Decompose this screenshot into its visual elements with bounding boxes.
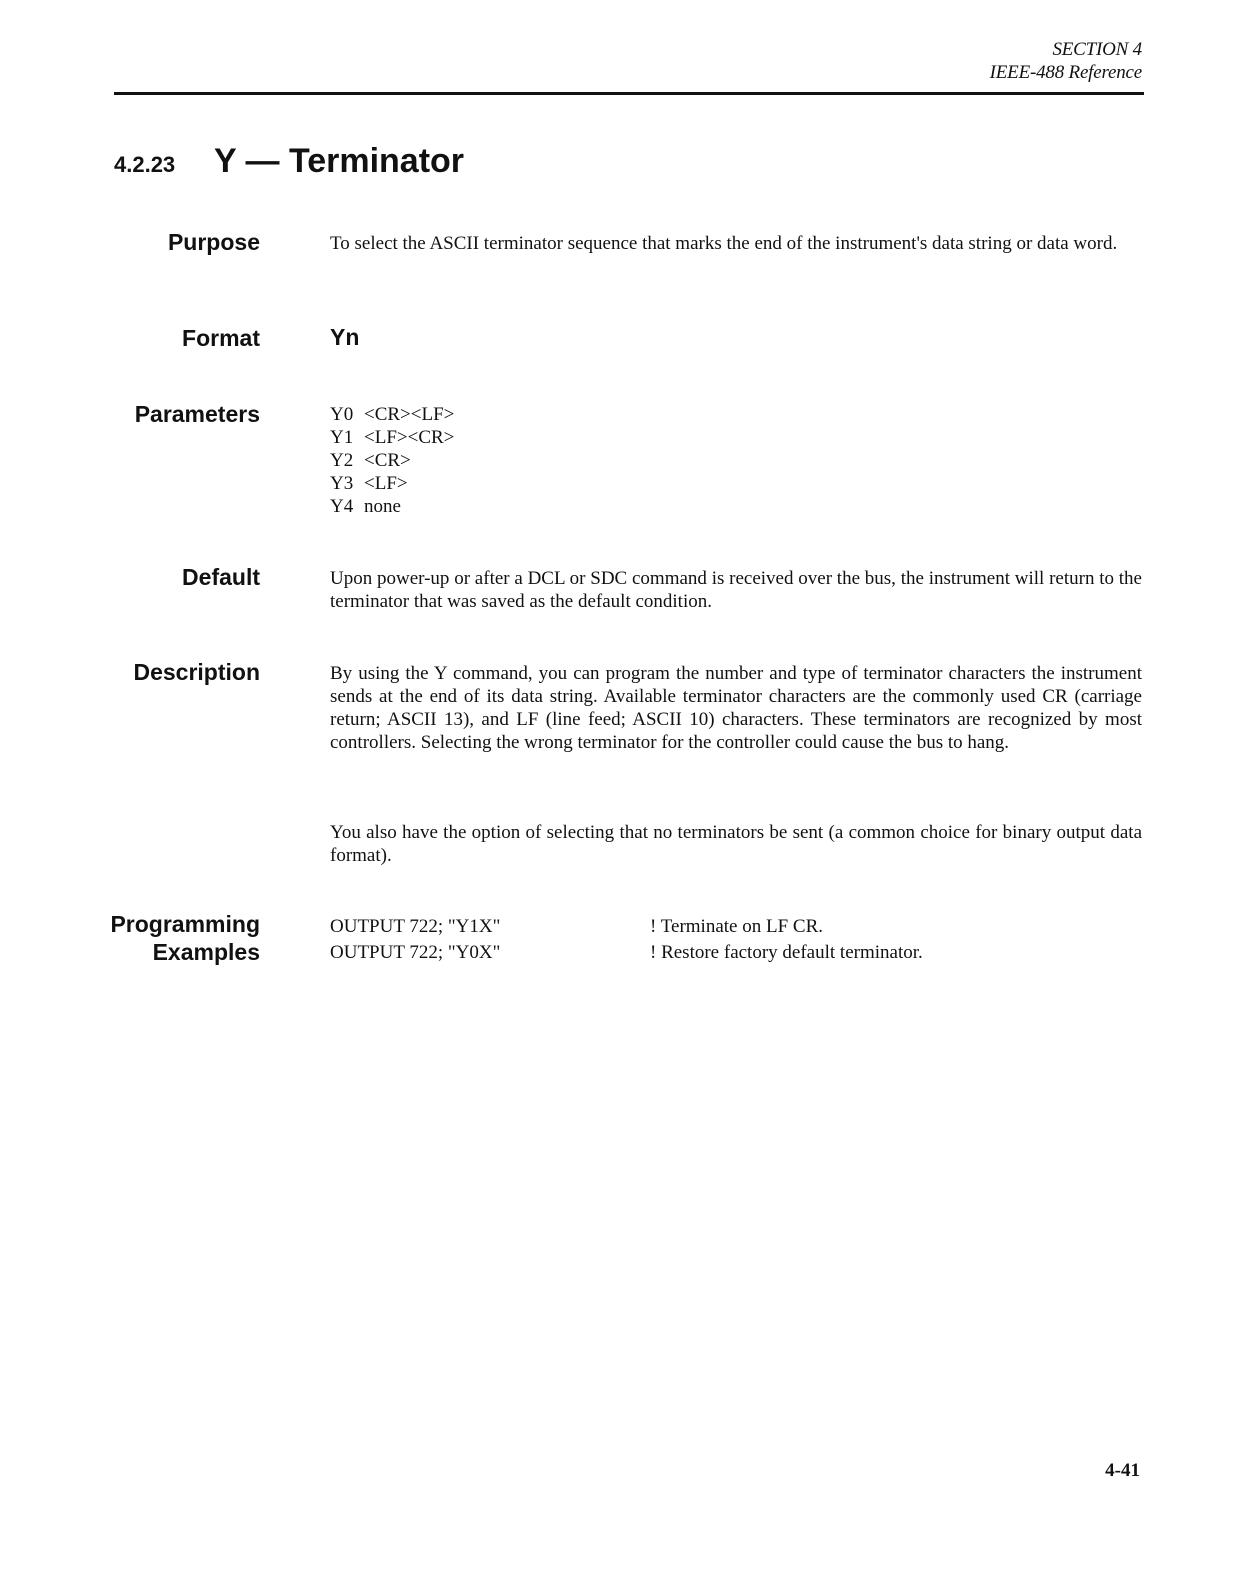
example-comment: ! Terminate on LF CR. <box>650 916 823 937</box>
format-code: Yn <box>330 324 360 350</box>
default-label: Default <box>182 564 260 590</box>
parameter-code: Y2 <box>330 450 354 471</box>
parameter-desc: <LF><CR> <box>364 427 455 448</box>
example-comment: ! Restore factory default terminator. <box>650 942 923 963</box>
parameter-desc: <CR> <box>364 450 411 471</box>
description-paragraph-1: By using the Y command, you can program the number and type of terminator characters the instrument sends at the end of its data string. Available terminator characters are the commonly used CR (carriage return; ASCII 13), and LF (line feed; ASCII 10) characters. These terminators are recognized by most controllers. Selecting the wrong terminator for the controller could cause the bus to hang. <box>330 663 1142 753</box>
header-rule <box>114 92 1144 95</box>
example-command: OUTPUT 722; "Y1X" <box>330 916 501 937</box>
format-label: Format <box>182 325 260 351</box>
default-text: Upon power-up or after a DCL or SDC command is received over the bus, the instrument will return to the terminator that was saved as the default condition. <box>330 568 1142 612</box>
examples-label <box>110 910 260 966</box>
parameter-item <box>330 472 454 495</box>
section-title: Y — Terminator <box>214 142 465 180</box>
description-paragraph-2: You also have the option of selecting that no terminators be sent (a common choice for binary output data format). <box>330 822 1142 866</box>
parameters-label: Parameters <box>134 401 260 427</box>
purpose-text: To select the ASCII terminator sequence that marks the end of the instrument's data string or data word. <box>330 233 1118 254</box>
parameter-list <box>330 403 454 518</box>
parameter-code: Y1 <box>330 427 354 448</box>
parameter-desc: <LF> <box>364 473 408 494</box>
header-section: SECTION 4 <box>1052 39 1142 60</box>
parameter-code: Y3 <box>330 473 354 494</box>
header-subtitle: IEEE-488 Reference <box>989 62 1142 83</box>
section-number: 4.2.23 <box>114 152 176 177</box>
parameter-desc: <CR><LF> <box>364 404 455 425</box>
parameter-item <box>330 449 454 472</box>
purpose-label: Purpose <box>167 229 260 255</box>
page-number: 4-41 <box>1105 1460 1140 1481</box>
parameter-code: Y0 <box>330 404 354 425</box>
examples-label-line2: Examples <box>152 939 260 965</box>
parameter-item <box>330 403 454 426</box>
examples-label-line1: Programming <box>110 911 260 937</box>
page-header <box>990 38 1142 84</box>
description-label: Description <box>133 659 260 685</box>
section-heading <box>114 142 464 181</box>
parameter-desc: none <box>364 496 401 517</box>
example-command: OUTPUT 722; "Y0X" <box>330 942 501 963</box>
parameter-code: Y4 <box>330 496 354 517</box>
parameter-item <box>330 495 454 518</box>
parameter-item <box>330 426 454 449</box>
